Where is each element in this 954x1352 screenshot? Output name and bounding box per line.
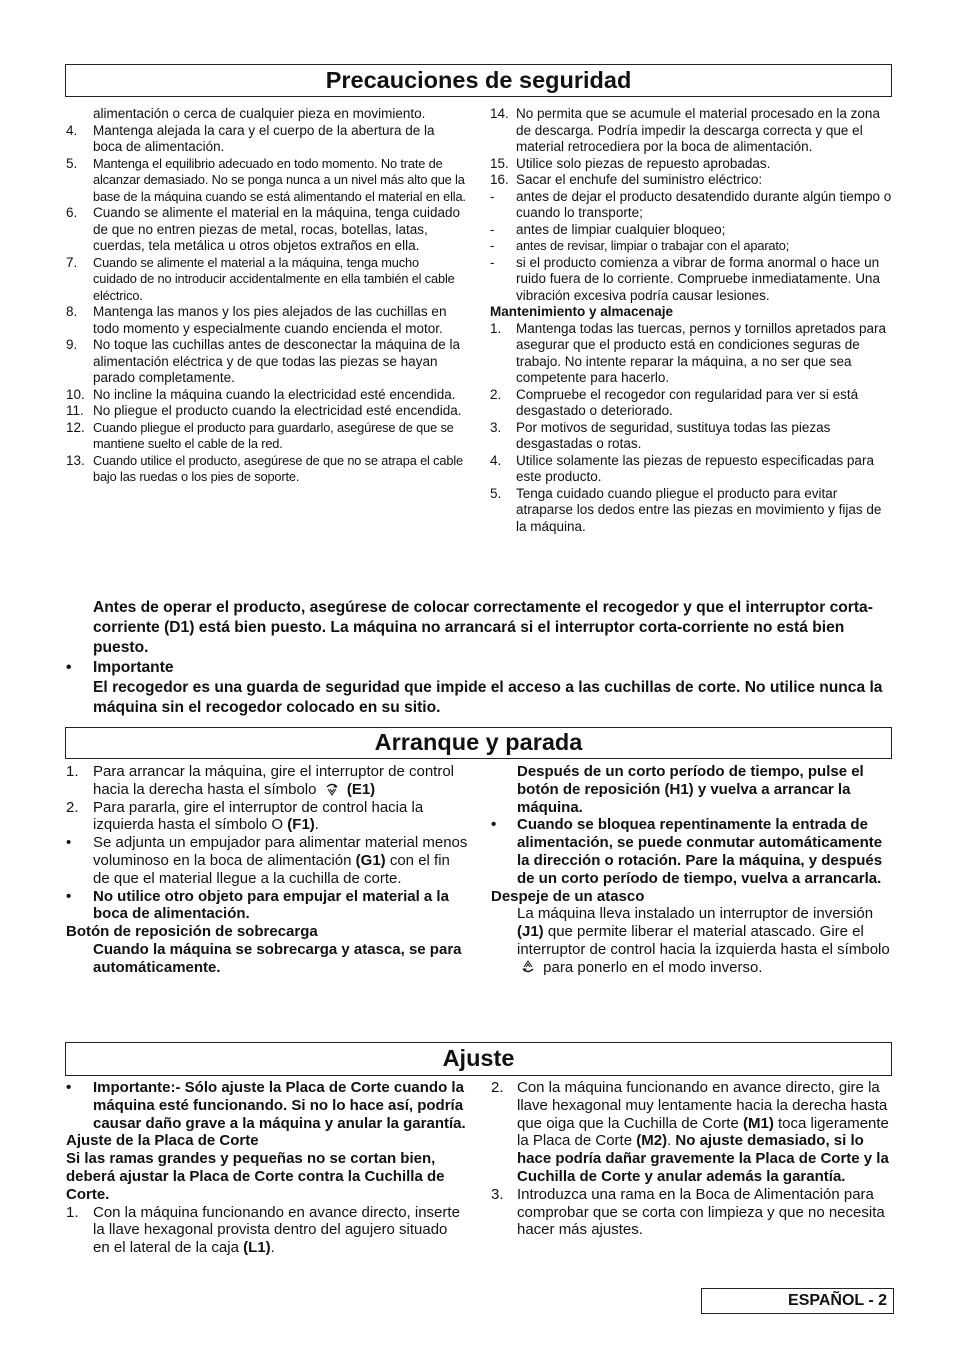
section-title-safety: Precauciones de seguridad: [65, 64, 892, 97]
list-item-text: antes de limpiar cualquier bloqueo;: [516, 221, 726, 237]
list-item: [490, 156, 892, 173]
bullet-mark: •: [66, 1079, 72, 1096]
reset-continued-text: Después de un corto período de tiempo, pulse el botón de reposición (H1) y vuelva a arrancar la máquina.: [517, 763, 864, 816]
list-item: [490, 453, 892, 486]
step-number: 2.: [66, 798, 79, 816]
jam-heading: Despeje de un atasco: [491, 887, 645, 905]
important-bullet: [66, 658, 896, 678]
start-step-1: [66, 763, 468, 799]
bullet-text: Se adjunta un empujador para alimentar material menos voluminoso en la boca de alimentación: [93, 834, 468, 869]
list-item: [66, 123, 466, 156]
list-item-number: 15.: [490, 155, 509, 171]
step-number: 3.: [491, 1185, 504, 1203]
list-item-number: 3.: [490, 419, 502, 435]
list-item: [490, 420, 892, 453]
jam-text-c: para ponerlo en el modo inverso.: [543, 958, 763, 976]
important-title: Importante: [93, 659, 174, 676]
safety-warning-block: [66, 598, 896, 718]
section-title-adjust: Ajuste: [65, 1042, 892, 1076]
list-item-number: 13.: [66, 452, 85, 468]
list-item-text: Utilice solamente las piezas de repuesto especificadas para este producto.: [516, 452, 874, 484]
list-item-number: 16.: [490, 172, 509, 187]
bullet-text: Cuando se bloquea repentinamente la entrada de alimentación, se puede conmutar automáticamente la dirección o rotación. Pare la máquina, y después de un corto período de tiempo, vuelva a arrancarla.: [517, 816, 883, 887]
list-item: [66, 453, 466, 486]
list-item-text: antes de revisar, limpiar o trabajar con el aparato;: [516, 238, 790, 253]
list-item-number: -: [490, 238, 495, 253]
list-item: [66, 205, 466, 255]
section-title-start-stop: Arranque y parada: [65, 727, 892, 759]
list-item-text: Compruebe el recogedor con regularidad para ver si está desgastado o deteriorado.: [516, 386, 859, 418]
list-item-number: 6.: [66, 205, 78, 220]
step-text: Con la máquina funcionando en avance directo, inserte la llave hexagonal provista dentro del agujero situado en el lateral de la caja: [93, 1203, 460, 1257]
adjust-step-1: 1. Con la máquina funcionando en avance directo, inserte la llave hexagonal provista dentro del agujero situado en el lateral de la caja (L1).: [66, 1203, 460, 1257]
step-text: Introduzca una rama en la Boca de Alimentación para comprobar que se corta con limpieza y que no necesita hacer más ajustes.: [517, 1185, 885, 1239]
list-item-number: 8.: [66, 304, 78, 319]
list-item-number: 2.: [490, 386, 502, 402]
list-item-number: 9.: [66, 337, 78, 352]
pusher-bullet: [66, 834, 468, 887]
list-item-text: Mantenga las manos y los pies alejados de las cuchillas en todo momento y especialmente cuando encienda el motor.: [93, 304, 447, 336]
maintenance-heading: Mantenimiento y almacenaje: [490, 304, 674, 319]
list-item: [490, 387, 892, 420]
step-text: toca ligeramente la Placa de Corte: [517, 1114, 889, 1150]
list-item-number: 10.: [66, 386, 85, 402]
list-item-text: antes de dejar el producto desatendido durante algún tiempo o cuando lo transporte;: [516, 188, 892, 220]
bullet-text: No utilice otro objeto para empujar el material a la boca de alimentación.: [93, 887, 449, 923]
ref-f1: (F1): [287, 816, 315, 834]
bullet-text: con el fin de que el material llegue a la cuchilla de corte.: [93, 851, 450, 887]
ref-e1: (E1): [346, 780, 376, 798]
list-item-text: No pliegue el producto cuando la electricidad esté encendida.: [93, 403, 462, 418]
adjust-important-bullet: [66, 1079, 468, 1132]
safety-list-right: [490, 106, 892, 189]
reverse-rotation-icon: [517, 959, 539, 975]
jam-text-a: La máquina lleva instalado un interruptor de inversión: [517, 905, 874, 923]
bullet-mark: •: [491, 816, 497, 834]
list-item: [490, 106, 892, 156]
forward-rotation-icon: [321, 781, 343, 797]
bullet-mark: •: [66, 834, 72, 852]
list-item-text: Tenga cuidado cuando pliegue el producto para evitar atraparse los dedos entre las piezas en movimiento y fijas de la máquina.: [516, 485, 882, 534]
bullet-text: Importante:- Sólo ajuste la Placa de Corte cuando la máquina esté funcionando. Si no lo hace así, podría causar daño grave a la máquina y anular la garantía.: [93, 1079, 466, 1132]
bullet-mark: •: [66, 659, 72, 676]
adjust-left-column: [66, 1079, 468, 1257]
adjust-right-column: [491, 1079, 893, 1239]
list-item-text: No incline la máquina cuando la electricidad esté encendida.: [93, 386, 456, 402]
list-item: [66, 420, 466, 453]
list-item: [66, 156, 466, 206]
list-item-number: -: [490, 254, 495, 270]
jam-text-b: que permite liberar el material atascado. Gire el interruptor de control hacia la izquierda hasta el símbolo: [517, 923, 890, 958]
list-item-number: -: [490, 188, 495, 204]
warning-paragraph: Antes de operar el producto, asegúrese de colocar correctamente el recogedor y que el interruptor corta-corriente (D1) está bien puesto. La máquina no arrancará si el interruptor corta-corriente no está bien puesto.: [93, 599, 873, 656]
list-item: [490, 172, 892, 189]
list-item-number: 4.: [66, 122, 78, 138]
step-text: Con la máquina funcionando en avance directo, gire la llave hexagonal muy lentamente hacia la derecha hasta que oiga que la Cuchilla de Corte: [517, 1079, 888, 1132]
start-left-column: [66, 763, 468, 977]
ref-g1: (G1): [355, 851, 386, 869]
start-step-2: 2. Para pararla, gire el interruptor de control hacia la izquierda hasta el símbolo O (F1).: [66, 798, 424, 834]
important-text: El recogedor es una guarda de seguridad que impide el acceso a las cuchillas de corte. No utilice nunca la máquina sin el recogedor colocado en su sitio.: [93, 679, 883, 716]
ref-l1: (L1): [243, 1239, 271, 1257]
step-text: Para pararla, gire el interruptor de control hacia la izquierda hasta el símbolo O: [93, 798, 424, 834]
safety-list-left: [66, 123, 466, 486]
list-item-text: No toque las cuchillas antes de desconectar la máquina de la alimentación eléctrica y de que todas las piezas se hayan parado completamente.: [93, 337, 460, 385]
list-item-number: 11.: [66, 403, 84, 418]
step-text: Para arrancar la máquina, gire el interruptor de control hacia la derecha hasta el símbolo: [93, 763, 455, 798]
bullet-mark: •: [66, 887, 72, 905]
no-other-object-bullet: [66, 888, 468, 924]
step-number: 2.: [491, 1079, 504, 1096]
adjust-step-3: [491, 1186, 893, 1239]
list-item-number: 5.: [490, 485, 502, 501]
list-item-text: Mantenga todas las tuercas, pernos y tornillos apretados para asegurar que el producto está en condiciones seguras de trabajo. No intente reparar la máquina, a no ser que sea competente para hacerlo.: [516, 320, 886, 385]
list-item-number: 14.: [490, 106, 509, 121]
overload-heading: Botón de reposición de sobrecarga: [66, 923, 318, 941]
list-item-text: Cuando se alimente el material en la máquina, tenga cuidado de que no entren piezas de metal, rocas, botellas, latas, cuerdas, tela metálica u otros objetos extraños en ella.: [93, 205, 460, 253]
list-item: [66, 255, 466, 305]
overload-text: Cuando la máquina se sobrecarga y atasca, se para automáticamente.: [93, 940, 462, 976]
list-item-number: 4.: [490, 452, 502, 468]
safety-right-column: [490, 106, 892, 535]
list-item: [490, 255, 892, 305]
list-item-text: Cuando utilice el producto, asegúrese de que no se atrapa el cable bajo las ruedas o los pies de soporte.: [93, 452, 464, 484]
unplug-conditions-list: [490, 189, 892, 305]
safety-left-column: [66, 106, 466, 486]
step-number: 1.: [66, 763, 79, 780]
plate-heading: Ajuste de la Placa de Corte: [66, 1132, 259, 1150]
list-item-number: 1.: [490, 320, 502, 336]
list-item-text: Por motivos de seguridad, sustituya todas las piezas desgastadas o rotas.: [516, 419, 831, 451]
list-item: [490, 486, 892, 536]
list-item: [66, 337, 466, 387]
list-item-number: -: [490, 221, 495, 237]
step-number: 1.: [66, 1203, 79, 1221]
list-item-text: Sacar el enchufe del suministro eléctrico:: [516, 172, 763, 187]
ref-m2: (M2): [636, 1132, 668, 1150]
list-item: [490, 222, 892, 239]
page-footer-label: ESPAÑOL - 2: [701, 1288, 894, 1314]
list-item-text: Utilice solo piezas de repuesto aprobadas.: [516, 155, 771, 171]
step-warning: No ajuste demasiado, si lo hace podría dañar gravemente la Placa de Corte y la Cuchilla de Corte y anular además la garantía.: [517, 1132, 889, 1185]
list-item-number: 7.: [66, 254, 78, 270]
list-item-number: 5.: [66, 155, 78, 171]
continued-text: alimentación o cerca de cualquier pieza en movimiento.: [93, 106, 426, 121]
jam-text: [491, 905, 893, 976]
maintenance-list: [490, 321, 892, 536]
list-item-text: No permita que se acumule el material procesado en la zona de descarga. Podría impedir la descarga correcta y que el material retrocediera por la boca de alimentación.: [516, 106, 880, 154]
list-item-text: Cuando pliegue el producto para guardarlo, asegúrese de que se mantiene suelto el cable de la red.: [93, 419, 454, 451]
list-item: [490, 189, 892, 222]
ref-m1: (M1): [743, 1114, 774, 1132]
list-item-number: 12.: [66, 419, 85, 435]
list-item: [66, 387, 466, 404]
list-item: [490, 238, 892, 255]
list-item-text: Mantenga alejada la cara y el cuerpo de la abertura de la boca de alimentación.: [93, 122, 435, 154]
list-item-text: Cuando se alimente el material a la máquina, tenga mucho cuidado de no introducir accidentalmente en ella también el cable eléctrico.: [93, 254, 455, 303]
blocked-feed-bullet: [491, 816, 893, 887]
adjust-step-2: 2. Con la máquina funcionando en avance directo, gire la llave hexagonal muy lentamente hacia la derecha hasta que oiga que la Cuchilla de Corte (M1) toca ligeramente la Placa de Corte (M2). No ajuste demasiado, si lo hace podría dañar gravemente la Placa de Corte y la Cuchilla de Corte y anular además la garantía.: [491, 1079, 889, 1185]
list-item-text: si el producto comienza a vibrar de forma anormal o hace un ruido fuera de lo corriente. Compruebe inmediatamente. Una vibración excesiva podría causar lesiones.: [516, 254, 880, 303]
list-item-text: Mantenga el equilibrio adecuado en todo momento. No trate de alcanzar demasiado. No se ponga nunca a un nivel más alto que la base de la máquina cuando se está alimentando el material en ella.: [93, 155, 466, 204]
ref-j1: (J1): [517, 923, 544, 941]
list-item: [66, 403, 466, 420]
start-right-column: [491, 763, 893, 977]
plate-text: Si las ramas grandes y pequeñas no se cortan bien, deberá ajustar la Placa de Corte contra la Cuchilla de Corte.: [66, 1150, 445, 1203]
list-item: [66, 304, 466, 337]
list-item: [490, 321, 892, 387]
